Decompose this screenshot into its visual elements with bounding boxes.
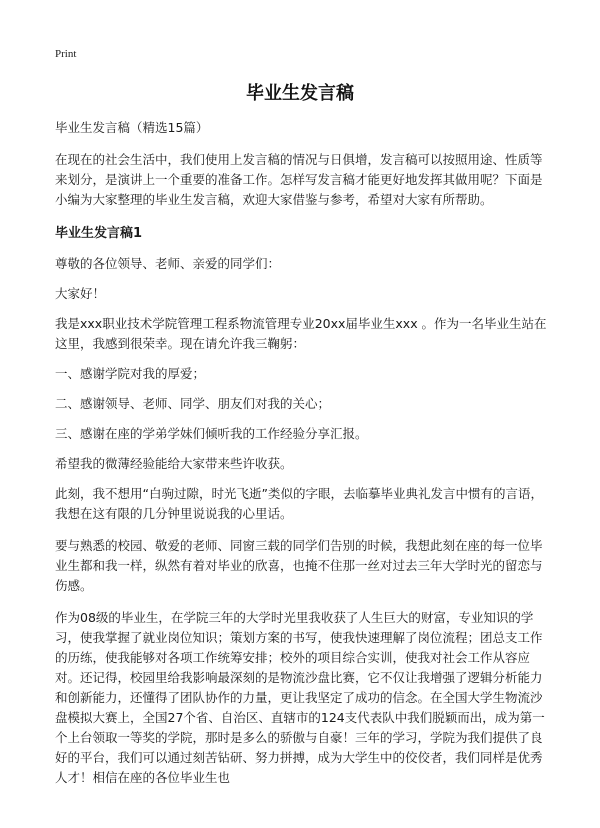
- paragraph-introduction: 我是xxx职业技术学院管理工程系物流管理专业20xx届毕业生xxx 。作为一名毕业生站在这里，我感到很荣幸。现在请允许我三鞠躬：: [55, 316, 547, 351]
- paragraph-thanks-1: 一、感谢学院对我的厚爱；: [55, 366, 206, 381]
- paragraph-hope: 希望我的微薄经验能给大家带来些许收获。: [55, 456, 293, 471]
- paragraph-thanks-3: 三、感谢在座的学弟学妹们倾听我的工作经验分享汇报。: [55, 426, 368, 441]
- paragraph-salutation: 尊敬的各位领导、老师、亲爱的同学们：: [55, 256, 281, 271]
- paragraph-experience: 作为08级的毕业生，在学院三年的大学时光里我收获了人生巨大的财富，专业知识的学习，使我掌握了就业岗位知识；策划方案的书写，使我快速理解了岗位流程；团总支工作的历练，使我能够对各项工作统筹安排；校外的项目综合实训，使我对社会工作从容应对。还记得，校园里给我影响最深刻的是物流沙盘比赛，它不仅让我增强了逻辑分析能力和创新能力，还懂得了团队协作的力量，更让我坚定了成功的信念。在全国大学生物流沙盘模拟大赛上，全国27个省、自治区、直辖市的124支代表队中我们脱颖而出，成为第一个上台领取一等奖的学院，那时是多么的骄傲与自豪！三年的学习，学院为我们提供了良好的平台，我们可以通过刻苦钻研、努力拼搏，成为大学生中的佼佼者，我们同样是优秀人才！相信在座的各位毕业生也: [55, 610, 545, 785]
- document-body: [55, 118, 550, 800]
- paragraph-farewell: 要与熟悉的校园、敬爱的老师、同窗三载的同学们告别的时候，我想此刻在座的每一位毕业生都和我一样，纵然有着对毕业的欣喜，也掩不住那一丝对过去三年大学时光的留恋与伤感。: [55, 538, 543, 593]
- page-title: 毕业生发言稿: [246, 83, 354, 104]
- document-subtitle: 毕业生发言稿（精选15篇）: [55, 120, 209, 135]
- print-link[interactable]: Print: [55, 48, 77, 60]
- paragraph-greeting: 大家好！: [55, 286, 106, 301]
- intro-paragraph: 在现在的社会生活中，我们使用上发言稿的情况与日俱增，发言稿可以按照用途、性质等来划分，是演讲上一个重要的准备工作。怎样写发言稿才能更好地发挥其做用呢？下面是小编为大家整理的毕业生发言稿，欢迎大家借鉴与参考，希望对大家有所帮助。: [55, 152, 543, 207]
- section-heading: 毕业生发言稿1: [55, 226, 143, 241]
- paragraph-thanks-2: 二、感谢领导、老师、同学、朋友们对我的关心；: [55, 396, 331, 411]
- paragraph-reflection: 此刻，我不想用“白驹过隙，时光飞逝”类似的字眼，去临摹毕业典礼发言中惯有的言语，我想在这有限的几分钟里说说我的心里话。: [55, 486, 543, 521]
